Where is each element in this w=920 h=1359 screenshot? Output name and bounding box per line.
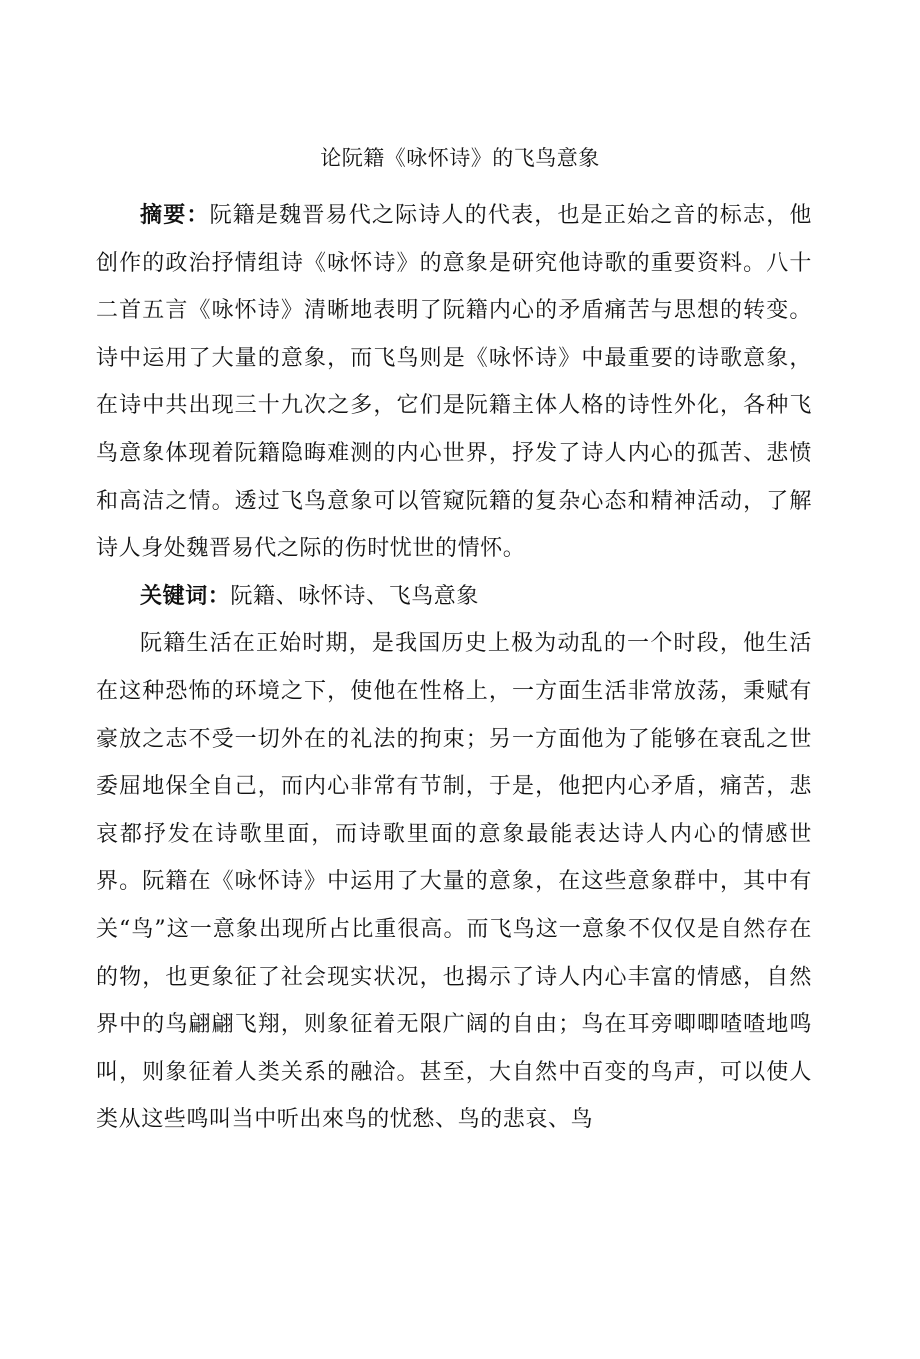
document-title: 论阮籍《咏怀诗》的飞鸟意象: [320, 146, 600, 170]
keywords-text: 阮籍、咏怀诗、飞鸟意象: [230, 583, 480, 609]
abstract-paragraph: [96, 192, 812, 573]
document-body: [96, 192, 812, 1144]
abstract-text: 阮籍是魏晋易代之际诗人的代表，也是正始之音的标志，他创作的政治抒情组诗《咏怀诗》的意象是研究他诗歌的重要资料。八十二首五言《咏怀诗》清晰地表明了阮籍内心的矛盾痛苦与思想的转变。诗中运用了大量的意象，而飞鸟则是《咏怀诗》中最重要的诗歌意象，在诗中共出现三十九次之多，它们是阮籍主体人格的诗性外化，各种飞鸟意象体现着阮籍隐晦难测的内心世界，抒发了诗人内心的孤苦、悲愤和高洁之情。透过飞鸟意象可以管窥阮籍的复杂心态和精神活动，了解诗人身处魏晋易代之际的伤时忧世的情怀。: [96, 203, 812, 562]
body-paragraph: 阮籍生活在正始时期，是我国历史上极为动乱的一个时段，他生活在这种恐怖的环境之下，使他在性格上，一方面生活非常放荡，秉赋有豪放之志不受一切外在的礼法的拘束；另一方面他为了能够在衰乱之世委屈地保全自己，而内心非常有节制，于是，他把内心矛盾，痛苦，悲哀都抒发在诗歌里面，而诗歌里面的意象最能表达诗人内心的情感世界。阮籍在《咏怀诗》中运用了大量的意象，在这些意象群中，其中有关“鸟”这一意象出现所占比重很高。而飞鸟这一意象不仅仅是自然存在的物，也更象征了社会现实状况，也揭示了诗人内心丰富的情感，自然界中的鸟翩翩飞翔，则象征着无限广阔的自由；鸟在耳旁唧唧喳喳地鸣叫，则象征着人类关系的融洽。甚至，大自然中百变的鸟声，可以使人类从这些鸣叫当中听出來鸟的忧愁、鸟的悲哀、鸟: [96, 631, 812, 1133]
keywords-label: 关键词：: [140, 583, 231, 609]
keywords-paragraph: [96, 573, 812, 621]
abstract-label: 摘要：: [140, 203, 210, 228]
